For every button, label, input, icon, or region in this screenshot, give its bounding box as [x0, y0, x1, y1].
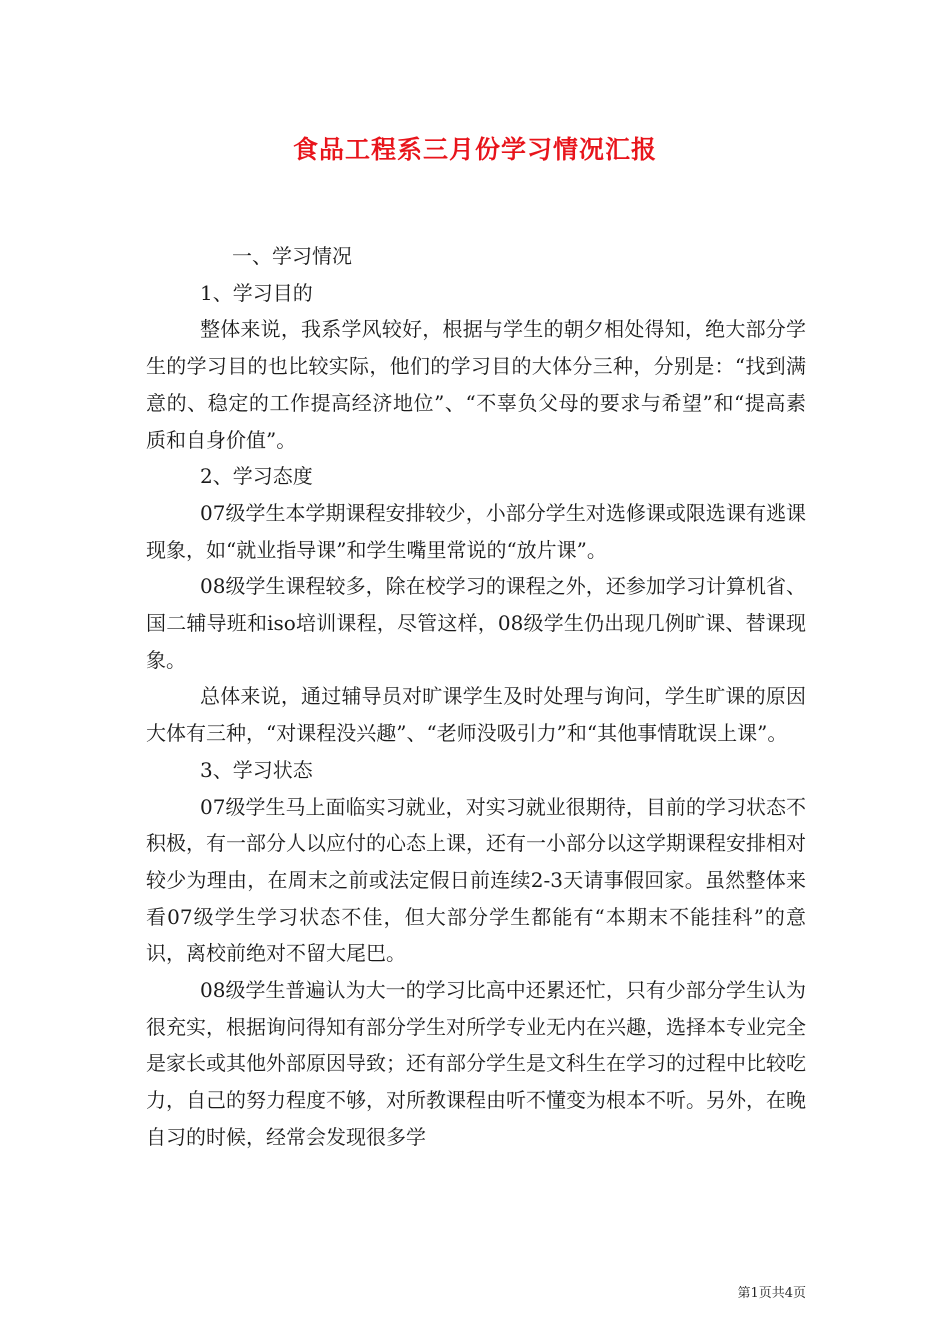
paragraph-attitude-grade07: 07级学生本学期课程安排较少，小部分学生对选修课或限选课有逃课现象，如“就业指导课”和学生嘴里常说的“放片课”。 — [146, 500, 806, 562]
subheading-study-purpose: 1、学习目的 — [200, 280, 313, 305]
paragraph-attitude-grade08: 08级学生课程较多，除在校学习的课程之外，还参加学习计算机省、国二辅导班和iso培训课程，尽管这样，08级学生仍出现几例旷课、替课现象。 — [146, 574, 806, 672]
subheading-study-attitude: 2、学习态度 — [200, 464, 313, 489]
paragraph-study-purpose: 整体来说，我系学风较好，根据与学生的朝夕相处得知，绝大部分学生的学习目的也比较实际，他们的学习目的大体分三种，分别是：“找到满意的、稳定的工作提高经济地位”、“不辜负父母的要求与希望”和“提高素质和自身价值”。 — [146, 317, 806, 452]
subheading-study-state: 3、学习状态 — [200, 757, 313, 782]
page-number: 第1页共4页 — [737, 1286, 806, 1301]
paragraph-state-grade08: 08级学生普遍认为大一的学习比高中还累还忙，只有少部分学生认为很充实，根据询问得知有部分学生对所学专业无内在兴趣，选择本专业完全是家长或其他外部原因导致；还有部分学生是文科生在学习的过程中比较吃力，自己的努力程度不够，对所教课程由听不懂变为根本不听。另外，在晚自习的时候，经常会发现很多学 — [146, 978, 806, 1149]
paragraph-attitude-summary: 总体来说，通过辅导员对旷课学生及时处理与询问，学生旷课的原因大体有三种，“对课程没兴趣”、“老师没吸引力”和“其他事情耽误上课”。 — [146, 684, 806, 746]
section-heading-study-situation: 一、学习情况 — [232, 244, 352, 268]
document-title: 食品工程系三月份学习情况汇报 — [292, 135, 657, 164]
paragraph-state-grade07: 07级学生马上面临实习就业，对实习就业很期待，目前的学习状态不积极，有一部分人以应付的心态上课，还有一小部分以这学期课程安排相对较少为理由，在周末之前或法定假日前连续2-3天请事假回家。虽然整体来看07级学生学习状态不佳，但大部分学生都能有“本期末不能挂科”的意识，离校前绝对不留大尾巴。 — [146, 794, 806, 966]
document-body — [146, 238, 806, 1156]
